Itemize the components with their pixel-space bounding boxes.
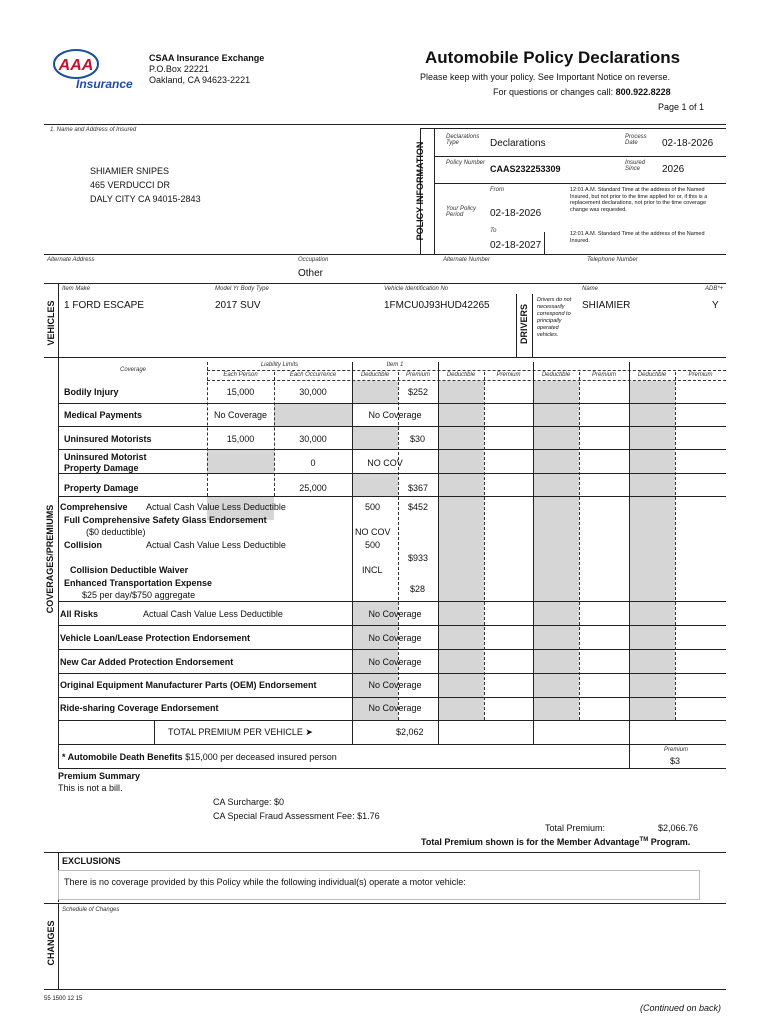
collision-deductible: 500 <box>365 540 381 550</box>
property-damage-occurrence: 25,000 <box>299 483 327 493</box>
to-date: 02-18-2027 <box>490 240 542 251</box>
cdw-name: Collision Deductible Waiver <box>70 565 189 575</box>
item-1-label: Item 1 <box>386 362 404 368</box>
occupation: Other <box>298 268 324 279</box>
all-risks-coverage: No Coverage <box>368 609 422 619</box>
comprehensive-name: Comprehensive <box>60 502 128 512</box>
svg-text:AAA: AAA <box>58 57 94 74</box>
uninsured-motorists-occurrence: 30,000 <box>299 434 327 444</box>
to-label: To <box>490 228 497 234</box>
umpd-name-1: Uninsured Motorist <box>64 452 147 462</box>
deductible-label-2: Deductible <box>446 372 476 378</box>
model-label: Model Yr Body Type <box>215 286 269 292</box>
total-premium-summary-label: Total Premium: <box>545 823 606 833</box>
occupation-label: Occupation <box>298 257 329 263</box>
insured-name: SHIAMIER SNIPES <box>90 166 170 176</box>
drivers-note: Drivers do not necessarily correspond to principally operated vehicles. <box>537 297 572 338</box>
schedule-of-changes-label: Schedule of Changes <box>62 907 120 913</box>
each-occurrence-label: Each Occurrence <box>289 372 337 378</box>
page-title: Automobile Policy Declarations <box>425 48 681 67</box>
alt-number-label: Alternate Number <box>443 257 491 263</box>
medical-payments-coverage: No Coverage <box>368 410 422 420</box>
collision-premium: $933 <box>408 553 429 563</box>
oem-coverage: No Coverage <box>368 680 422 690</box>
item-make-label: Item Make <box>62 286 91 292</box>
property-damage-premium: $367 <box>408 483 429 493</box>
company-po-box: P.O.Box 22221 <box>149 64 209 74</box>
comprehensive-premium: $452 <box>408 502 429 512</box>
telephone-label: Telephone Number <box>587 257 638 263</box>
bodily-injury-name: Bodily Injury <box>64 387 119 397</box>
policy-number: CAAS232253309 <box>490 164 561 174</box>
exclusions-text: There is no coverage provided by this Policy while the following individual(s) operate a motor vehicle: <box>64 877 466 887</box>
total-premium-summary: $2,066.76 <box>658 823 699 833</box>
comprehensive-deductible: 500 <box>365 502 381 512</box>
loan-lease-coverage: No Coverage <box>368 633 422 643</box>
page-number: Page 1 of 1 <box>658 102 705 112</box>
driver-name-label: Name <box>582 286 599 292</box>
comprehensive-desc: Actual Cash Value Less Deductible <box>146 502 286 512</box>
company-city: Oakland, CA 94623-2221 <box>149 75 251 85</box>
liability-limits-label: Liability Limits <box>260 362 299 368</box>
drivers-section-label: DRIVERS <box>519 304 529 345</box>
uninsured-motorists-name: Uninsured Motorists <box>64 434 152 444</box>
deductible-label-4: Deductible <box>637 372 667 378</box>
deductible-label-1: Deductible <box>360 372 390 378</box>
process-date: 02-18-2026 <box>662 138 714 149</box>
adb-label: ADB*+ <box>705 286 724 292</box>
program-note-text: Total Premium shown is for the Member Advantage <box>421 837 640 847</box>
vin-label: Vehicle Identification No <box>384 286 449 292</box>
trademark: TM <box>639 837 649 843</box>
premium-label-4: Premium <box>688 372 713 378</box>
coverage-col-label: Coverage <box>119 367 146 373</box>
changes-section-label: CHANGES <box>46 920 56 966</box>
property-damage-name: Property Damage <box>64 483 139 493</box>
insured-label: 1. Name and Address of Insured <box>50 127 137 133</box>
driver-name: SHIAMIER <box>582 300 631 311</box>
death-premium: $3 <box>670 756 681 766</box>
insured-since: 2026 <box>662 164 685 175</box>
all-risks-desc: Actual Cash Value Less Deductible <box>143 609 283 619</box>
from-note: 12:01 A.M. Standard Time at the address of the Named Insured, but not prior to the time applied for or, if this is a replacement declarations, not prior to the time coverage change was requested. <box>570 187 708 213</box>
death-benefits-text: $15,000 per deceased insured person <box>185 752 337 762</box>
premium-label-3: Premium <box>591 372 616 378</box>
total-premium-per-vehicle: $2,062 <box>396 727 424 737</box>
vin: 1FMCU0J93HUD42265 <box>384 300 490 311</box>
ete-name: Enhanced Transportation Expense <box>64 578 213 588</box>
death-premium-label: Premium <box>664 747 689 753</box>
oem-name: Original Equipment Manufacturer Parts (OEM) Endorsement <box>60 680 317 690</box>
new-car-coverage: No Coverage <box>368 657 422 667</box>
to-note: 12:01 A.M. Standard Time at the address of the Named Insured. <box>570 231 705 244</box>
ete-desc: $25 per day/$750 aggregate <box>82 590 196 600</box>
medical-payments-person: No Coverage <box>213 410 268 420</box>
form-number: 55 1500 12 15 <box>44 996 83 1002</box>
total-premium-label <box>168 727 313 738</box>
insured-street: 465 VERDUCCI DR <box>90 180 171 190</box>
ca-fraud-fee: CA Special Fraud Assessment Fee: $1.76 <box>213 811 380 821</box>
questions-label: For questions or changes call: <box>493 87 614 97</box>
deductible-label-3: Deductible <box>541 372 571 378</box>
exclusions-title: EXCLUSIONS <box>62 856 121 866</box>
total-premium-label-text: TOTAL PREMIUM PER VEHICLE <box>168 727 303 737</box>
each-person-label: Each Person <box>223 372 258 378</box>
cdw-coverage: INCL <box>362 565 383 575</box>
uninsured-motorists-person: 15,000 <box>226 434 255 444</box>
policy-period-label: Your Policy Period <box>446 206 477 218</box>
logo-insurance-text: Insurance <box>76 77 133 91</box>
process-date-label: Process Date <box>625 134 647 146</box>
driver-adb: Y <box>712 300 719 311</box>
from-date: 02-18-2026 <box>490 208 542 219</box>
vehicles-section-label: VEHICLES <box>46 300 56 346</box>
umpd-occurrence: 0 <box>310 458 316 468</box>
program-note <box>421 837 690 847</box>
company-name: CSAA Insurance Exchange <box>149 53 265 63</box>
ridesharing-name: Ride-sharing Coverage Endorsement <box>60 703 219 713</box>
death-benefits-label: * Automobile Death Benefits <box>62 752 183 762</box>
continued-on-back: (Continued on back) <box>640 1003 722 1013</box>
ca-surcharge: CA Surcharge: $0 <box>213 797 285 807</box>
alt-address-label: Alternate Address <box>47 257 95 263</box>
uninsured-motorists-premium: $30 <box>410 434 426 444</box>
ete-premium: $28 <box>410 584 426 594</box>
insured-since-label: Insured Since <box>625 160 646 172</box>
program-suffix: Program. <box>650 837 691 847</box>
loan-lease-name: Vehicle Loan/Lease Protection Endorsement <box>60 633 251 643</box>
glass-endorsement-desc: ($0 deductible) <box>86 527 146 537</box>
decl-type: Declarations <box>490 138 546 149</box>
keep-note: Please keep with your policy. See Important Notice on reverse. <box>420 72 670 82</box>
insured-city: DALY CITY CA 94015-2843 <box>90 194 201 204</box>
premium-label-1: Premium <box>405 372 430 378</box>
collision-name: Collision <box>64 540 102 550</box>
bodily-injury-person: 15,000 <box>226 387 255 397</box>
all-risks-name: All Risks <box>60 609 99 619</box>
umpd-coverage: NO COV <box>367 458 403 468</box>
umpd-name-2: Property Damage <box>64 463 139 473</box>
glass-endorsement-coverage: NO COV <box>355 527 391 537</box>
policy-info-section-label: POLICY INFORMATION <box>415 141 425 241</box>
coverages-section-label: COVERAGES/PREMIUMS <box>45 504 55 614</box>
decl-type-label: Declarations Type <box>446 134 480 146</box>
glass-endorsement-name: Full Comprehensive Safety Glass Endorsement <box>64 515 267 525</box>
medical-payments-name: Medical Payments <box>64 410 143 420</box>
arrow-right-icon: ➤ <box>305 727 313 737</box>
policy-number-label: Policy Number <box>446 160 486 166</box>
ridesharing-coverage: No Coverage <box>368 703 422 713</box>
item-make: 1 FORD ESCAPE <box>64 300 145 311</box>
collision-desc: Actual Cash Value Less Deductible <box>146 540 286 550</box>
new-car-name: New Car Added Protection Endorsement <box>60 657 234 667</box>
premium-label-2: Premium <box>496 372 521 378</box>
model-year-body: 2017 SUV <box>215 300 261 311</box>
questions-line <box>493 87 671 97</box>
death-benefits <box>62 752 337 762</box>
bodily-injury-premium: $252 <box>408 387 429 397</box>
bodily-injury-occurrence: 30,000 <box>299 387 327 397</box>
phone-number: 800.922.8228 <box>615 87 671 97</box>
not-a-bill: This is not a bill. <box>58 783 123 793</box>
from-label: From <box>490 187 504 193</box>
premium-summary-title: Premium Summary <box>58 771 141 781</box>
